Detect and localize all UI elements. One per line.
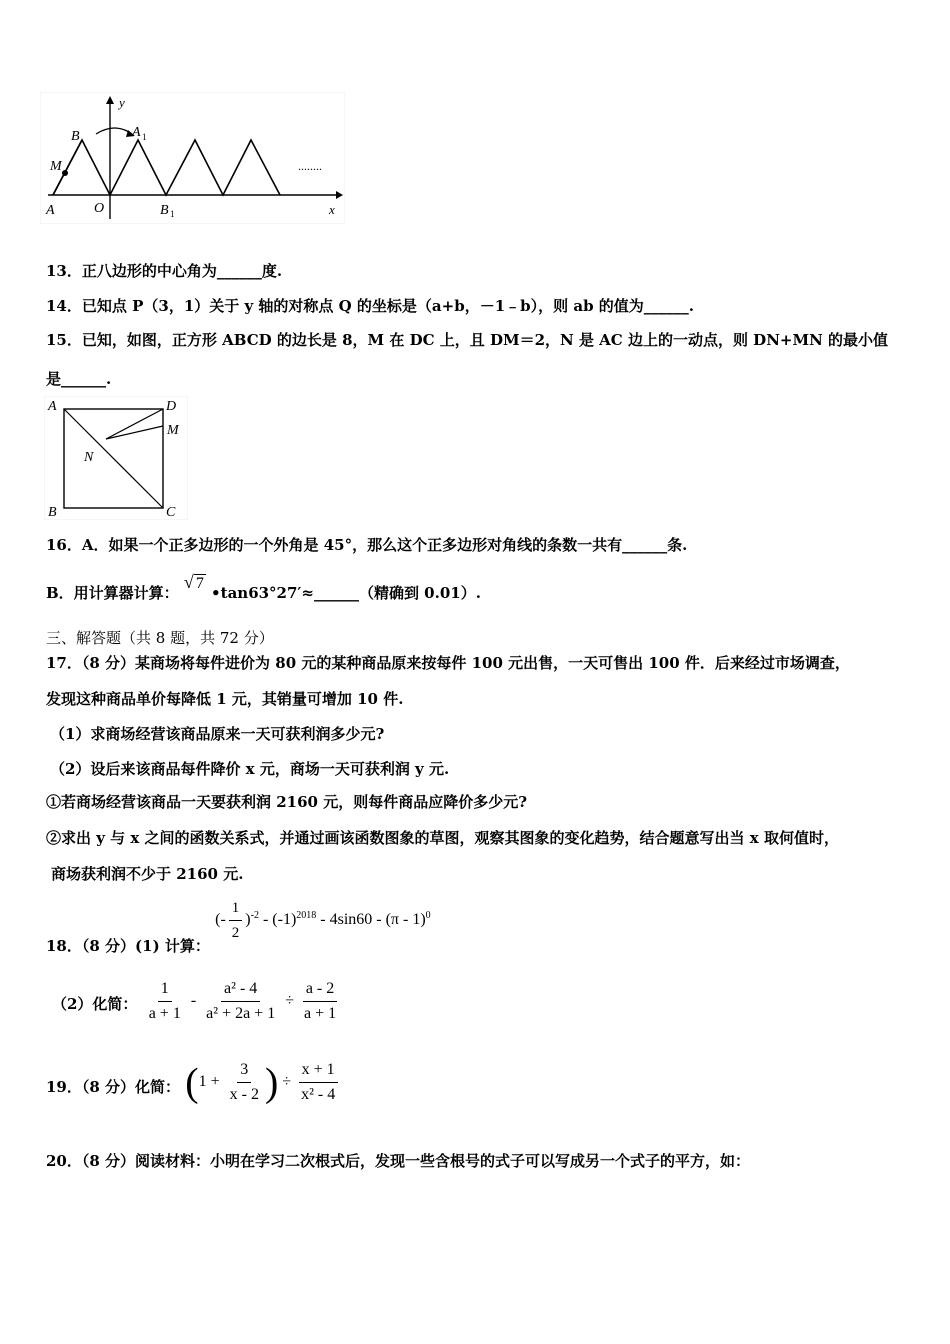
label-x: x xyxy=(329,202,335,217)
section-3-heading: 三、解答题（共 8 题，共 72 分） xyxy=(46,629,274,647)
question-16b xyxy=(46,572,481,602)
label-b: B xyxy=(48,505,57,520)
question-14: 14．已知点 P（3，1）关于 y 轴的对称点 Q 的坐标是（a+b，－1﹣b），则 ab 的值为______. xyxy=(46,297,694,315)
question-18-part2 xyxy=(52,980,342,1028)
continuation-dots: ........ xyxy=(298,159,322,173)
label-b1-sub: 1 xyxy=(170,209,175,219)
label-a: A xyxy=(46,203,55,218)
question-17-line2: 发现这种商品单价每降低 1 元，其销量可增加 10 件. xyxy=(46,690,404,708)
question-16a: 16．A．如果一个正多边形的一个外角是 45°，那么这个正多边形对角线的条数一共有______条. xyxy=(46,536,688,554)
question-17-circ2-line1: ②求出 y 与 x 之间的函数关系式，并通过画该函数图象的草图，观察其图象的变化趋势，结合题意写出当 x 取何值时， xyxy=(46,829,839,847)
label-m: M xyxy=(50,159,62,174)
label-a1: A xyxy=(132,125,141,140)
label-m: M xyxy=(167,423,179,438)
expression-18-2: $\frac{1}{a + 1}$ - $\frac{\text{a² - 4}}{\text{a² + 2a + 1}}$ ÷ $\frac{a - 2}{a + 1}$ xyxy=(148,980,337,1022)
question-19 xyxy=(46,1059,341,1111)
label-a: A xyxy=(48,399,57,414)
point-m xyxy=(62,170,68,176)
question-13: 13．正八边形的中心角为______度. xyxy=(46,262,283,280)
question-18-part1 xyxy=(46,900,431,956)
label-b1: B xyxy=(160,203,169,218)
expression-18-1: (- $\frac{1}{2}$ )$^{-2} - (-1)^{2018} - 4\sin 60 - (\pi - 1)^0$ xyxy=(215,900,431,941)
expression-19: (1 + $\frac{3}{x - 2}$ ) ÷ $\frac{x + 1}{\text{x² - 4}}$ xyxy=(185,1060,341,1105)
label-c: C xyxy=(166,505,176,520)
label-y: y xyxy=(119,95,125,110)
label-b: B xyxy=(71,129,80,144)
question-16b-suffix: •tan63°27′≈______（精确到 0.01）. xyxy=(211,584,481,602)
zigzag-figure xyxy=(40,92,345,224)
question-20: 20．（8 分）阅读材料：小明在学习二次根式后，发现一些含根号的式子可以写成另一个式子的平方，如： xyxy=(46,1152,751,1170)
question-18-part2-label: （2）化简： xyxy=(52,995,138,1014)
question-15-line1: 15．已知，如图，正方形 ABCD 的边长是 8，M 在 DC 上，且 DM＝2，N 是 AC 边上的一动点，则 DN+MN 的最小值 xyxy=(46,331,889,349)
question-17-line1: 17．（8 分）某商场将每件进价为 80 元的某种商品原来按每件 100 元出售，一天可售出 100 件．后来经过市场调查， xyxy=(46,654,850,672)
question-17-circ2-line2: 商场获利润不少于 2160 元. xyxy=(51,865,244,883)
label-a1-sub: 1 xyxy=(142,132,147,142)
question-17-part1: （1）求商场经营该商品原来一天可获利润多少元? xyxy=(50,725,385,743)
sqrt-expression: √ 7 xyxy=(183,572,204,592)
question-16b-prefix: B．用计算器计算： xyxy=(46,584,179,602)
sqrt-radicand: 7 xyxy=(195,575,204,592)
label-d: D xyxy=(166,399,177,414)
question-15-line2: 是______. xyxy=(46,370,112,388)
question-18-label: 18．（8 分）(1) 计算： xyxy=(46,937,210,956)
label-n: N xyxy=(84,450,94,465)
question-17-circ1: ①若商场经营该商品一天要获利润 2160 元，则每件商品应降价多少元? xyxy=(46,793,527,811)
question-19-label: 19．（8 分）化简： xyxy=(46,1078,181,1097)
square-figure xyxy=(44,396,188,520)
label-o: O xyxy=(94,201,105,216)
question-17-part2: （2）设后来该商品每件降价 x 元，商场一天可获利润 y 元. xyxy=(50,760,450,778)
